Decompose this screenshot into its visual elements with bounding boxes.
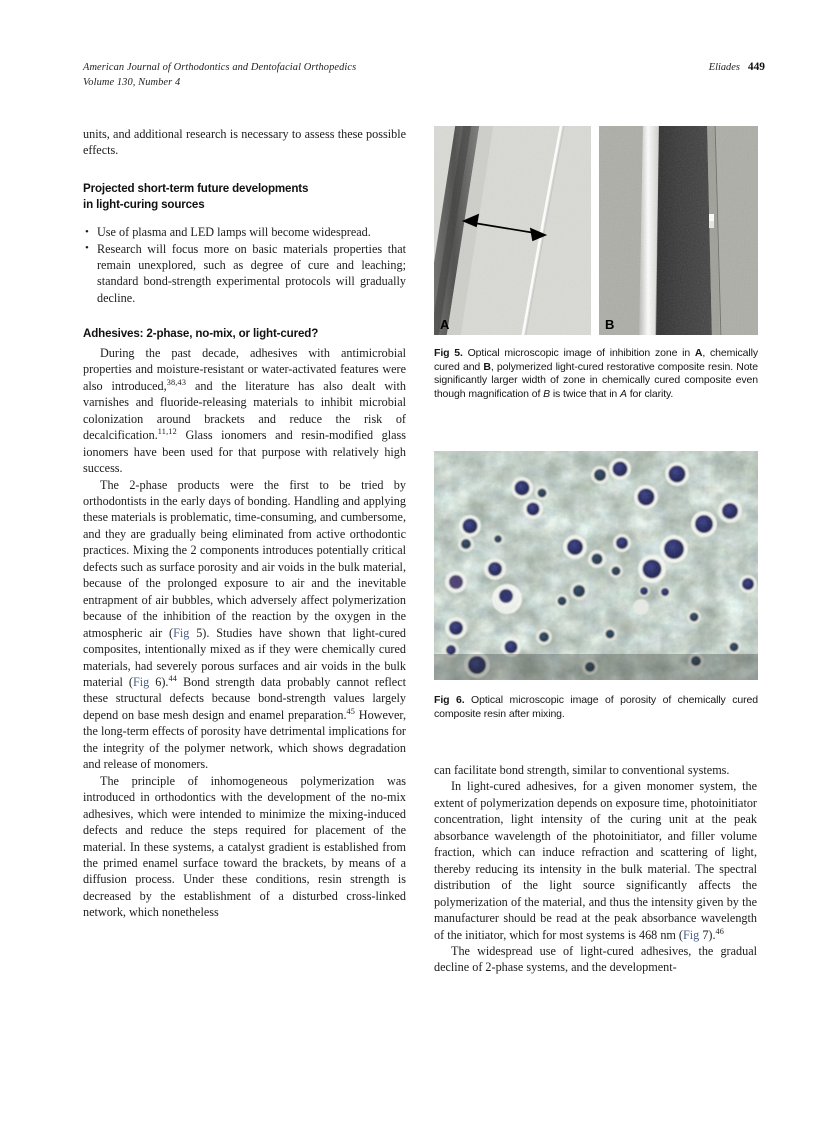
heading-projected-developments bbox=[83, 181, 406, 212]
figure-6-image bbox=[434, 451, 758, 680]
figure-link-fig6[interactable]: Fig bbox=[133, 675, 150, 690]
figure-5-label: Fig 5. bbox=[434, 347, 463, 359]
figure-5-panel-a bbox=[434, 126, 591, 335]
panel-label-a: A bbox=[440, 317, 450, 332]
caption-panel-ref-b: B bbox=[483, 360, 491, 373]
author-name: Eliades bbox=[708, 62, 740, 73]
micrograph-a bbox=[434, 126, 591, 335]
paragraph-continued: units, and additional research is necessary to assess these possible effects. bbox=[83, 127, 406, 158]
paragraph-adhesives-1 bbox=[83, 345, 406, 477]
right-column bbox=[434, 762, 757, 976]
text-run: Optical microscopic image of porosity of chemically cured composite resin after mixing. bbox=[434, 694, 758, 720]
paragraph-two-phase bbox=[83, 477, 406, 773]
heading-line-1: Projected short-term future developments bbox=[83, 181, 309, 195]
reference-marker: 45 bbox=[346, 706, 356, 716]
journal-title: American Journal of Orthodontics and Dentofacial Orthopedics bbox=[83, 62, 357, 73]
reference-marker: 44 bbox=[168, 673, 178, 683]
text-run: During the past decade, adhesives with antimicrobial properties and moisture-resistant or water-activated features were also introduced, bbox=[83, 345, 406, 393]
running-head-right bbox=[709, 60, 765, 75]
figure-5-image bbox=[434, 126, 758, 335]
text-run: Bond strength data probably cannot reflect these structural defects because bond-strength values largely depend on base mesh design and enamel preparation. bbox=[83, 675, 407, 722]
spacer bbox=[83, 212, 406, 224]
caption-italic-b: B bbox=[543, 388, 550, 401]
list-item: • Research will focus more on basic materials properties that remain unexplored, such as degree of cure and leaching; standard bond-strength experimental protocols will gradually decline. bbox=[97, 241, 406, 307]
text-run: , chemically cured and bbox=[434, 347, 758, 373]
paragraph-widespread-use: The widespread use of light-cured adhesives, the gradual decline of 2-phase systems, and the development- bbox=[434, 943, 757, 975]
running-head-left bbox=[83, 60, 356, 90]
reference-marker: 38,43 bbox=[166, 377, 187, 387]
figure-5-caption bbox=[434, 347, 758, 402]
figure-5-panel-b bbox=[599, 126, 758, 335]
text-run: is twice that in bbox=[550, 388, 620, 401]
reference-marker: 46 bbox=[715, 926, 725, 936]
paragraph-light-cured bbox=[434, 778, 757, 943]
spacer bbox=[83, 159, 406, 181]
text-run: In light-cured adhesives, for a given monomer system, the extent of polymerization depends on exposure time, photoinitiator concentration, light intensity of the curing unit at the peak absorbance wavelength of the photoinitiator, and filler volume fraction, which can induce refraction and scattering of light, thereby reducing its intensity in the bulk material. The spectral distribution of the light source significantly affects the polymerization of the material, and thus the intensity given by the manufacturer should be read at the peak absorbance wavelength of the initiator, which for most systems is 468 nm ( bbox=[434, 779, 757, 942]
text-run: 5). Studies have shown that light-cured composites, intentionally mixed as if they were chemically cured materials, had severely porous surfaces and air voids in the bulk material ( bbox=[83, 625, 406, 690]
page-number: 449 bbox=[747, 61, 765, 73]
text-run: However, the long-term effects of porosity have detrimental implications for the integrity of the polymer network, which shows degradation and release of monomers. bbox=[83, 707, 406, 772]
text-run: 7). bbox=[699, 927, 716, 942]
text-run: 6). bbox=[149, 675, 169, 690]
reference-marker: 11,12 bbox=[157, 427, 177, 437]
paragraph-bond-strength: can facilitate bond strength, similar to conventional systems. bbox=[434, 763, 730, 777]
running-head bbox=[83, 60, 765, 94]
heading-adhesives: Adhesives: 2-phase, no-mix, or light-cured? bbox=[83, 327, 319, 341]
text-run: The 2-phase products were the first to be tried by orthodontists in the early days of bonding. Handling and applying these materials is problematic, time-consuming, and cumbersome, and they are gradually being eliminated from active orthodontic practices. Mixing the 2 components introduces potentially critical defects such as surface porosity and air voids in the bulk material, because of the prolonged exposure to air and the inevitable entrapment of air bubbles, which adversely affect polymerization because of the inhibition of the reaction by the oxygen in the atmospheric air ( bbox=[83, 477, 406, 640]
figure-6-caption bbox=[434, 694, 758, 721]
panel-label-b: B bbox=[605, 317, 615, 332]
volume-issue: Volume 130, Number 4 bbox=[83, 77, 181, 88]
heading-line-2: in light-curing sources bbox=[83, 197, 205, 211]
bullet-list bbox=[83, 224, 406, 306]
spacer bbox=[83, 306, 406, 326]
caption-panel-ref-a: A bbox=[694, 347, 703, 359]
micrograph-b bbox=[599, 126, 758, 335]
paragraph-no-mix: The principle of inhomogeneous polymerization was introduced in orthodontics with the development of the no-mix adhesives, which were intended to minimize the mixing-induced defects and reduce the steps required for placement of the material. In these systems, a catalyst gradient is established from the primed enamel surface toward the brackets, by means of a diffusion process. Under these conditions, resin strength is decreased by the establishment of a disturbed cross-linked network, which nonetheless bbox=[83, 773, 406, 920]
text-run: , polymerized light-cured restorative composite resin. Note significantly larger width of zone in chemically cured composite even though magnification of bbox=[434, 360, 758, 401]
figure-6-label: Fig 6. bbox=[434, 694, 465, 706]
text-run: Glass ionomers and resin-modified glass ionomers have been used for that purpose with relatively high success. bbox=[83, 428, 406, 476]
micrograph-porosity bbox=[434, 451, 758, 680]
figure-link-fig7[interactable]: Fig bbox=[683, 927, 700, 942]
text-run: for clarity. bbox=[626, 388, 674, 401]
caption-italic-a: A bbox=[619, 388, 627, 401]
text-run: and the literature has also dealt with varnishes and fluoride-releasing materials to inhibit microbial colonization around brackets and reduce the risk of decalcification. bbox=[83, 378, 406, 443]
text-run: Optical microscopic image of inhibition zone in bbox=[462, 347, 695, 359]
figure-link-fig5[interactable]: Fig bbox=[173, 625, 190, 640]
list-item: • Use of plasma and LED lamps will become widespread. bbox=[97, 224, 406, 240]
left-column bbox=[83, 126, 406, 921]
